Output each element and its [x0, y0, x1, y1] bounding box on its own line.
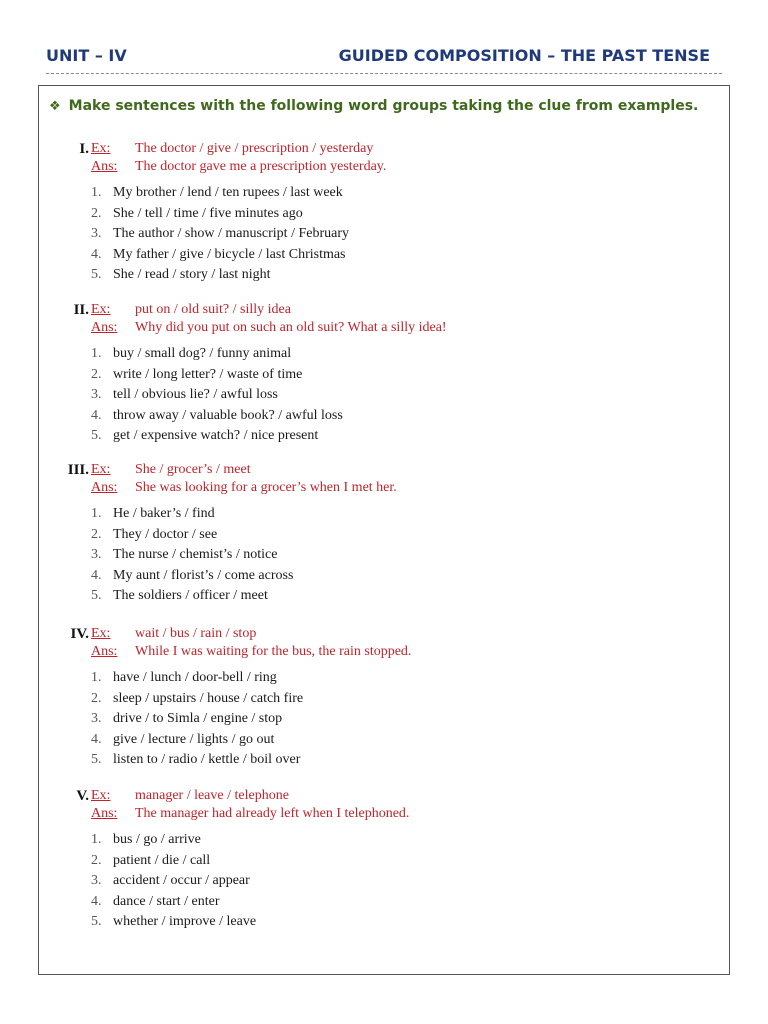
list-item: 2. write / long letter? / waste of time [91, 366, 303, 382]
header-divider [46, 73, 722, 74]
list-item: 5. She / read / story / last night [91, 267, 271, 282]
item-list [91, 504, 293, 607]
list-item: 3. tell / obvious lie? / awful loss [91, 387, 278, 402]
example-line [91, 302, 291, 318]
list-item: 3. accident / occur / appear [91, 873, 250, 888]
list-item: 3. drive / to Simla / engine / stop [91, 711, 283, 726]
answer-label: Ans: [91, 159, 118, 174]
list-item: 5. whether / improve / leave [91, 914, 257, 929]
list-item: 4. throw away / valuable book? / awful loss [91, 407, 343, 423]
list-item: 4. dance / start / enter [91, 893, 220, 909]
example-label: Ex: [91, 141, 111, 156]
answer-label: Ans: [91, 806, 118, 821]
example-line [91, 462, 251, 478]
list-item: 2. They / doctor / see [91, 526, 218, 542]
exercise-numeral: IV. [70, 626, 89, 642]
list-item: 1. bus / go / arrive [91, 832, 201, 847]
list-item: 5. get / expensive watch? / nice present [91, 428, 319, 443]
list-item: 4. My father / give / bicycle / last Christmas [91, 246, 346, 262]
unit-title: UNIT – IV [46, 46, 127, 65]
list-item: 2. patient / die / call [91, 852, 211, 868]
answer-line [91, 320, 447, 336]
example-label: Ex: [91, 302, 111, 317]
answer-text: The doctor gave me a prescription yesterday. [135, 159, 387, 174]
exercise-numeral: III. [67, 462, 89, 478]
exercise-numeral: II. [73, 302, 89, 318]
example-text: put on / old suit? / silly idea [135, 302, 291, 317]
item-list [91, 668, 303, 771]
list-item: 4. give / lecture / lights / go out [91, 731, 275, 747]
example-label: Ex: [91, 788, 111, 803]
instruction [49, 98, 698, 114]
answer-line [91, 806, 409, 822]
example-label: Ex: [91, 626, 111, 641]
example-line [91, 141, 373, 157]
item-list [91, 830, 256, 933]
list-item: 1. My brother / lend / ten rupees / last week [91, 185, 343, 200]
diamond-bullet-icon: ❖ [49, 99, 61, 114]
answer-label: Ans: [91, 644, 118, 659]
answer-label: Ans: [91, 320, 118, 335]
list-item: 2. She / tell / time / five minutes ago [91, 205, 303, 221]
answer-label: Ans: [91, 480, 118, 495]
answer-line [91, 159, 386, 175]
example-line [91, 788, 289, 804]
answer-line [91, 644, 411, 660]
list-item: 3. The nurse / chemist’s / notice [91, 547, 278, 562]
answer-line [91, 480, 397, 496]
list-item: 5. The soldiers / officer / meet [91, 588, 268, 603]
instruction-text: Make sentences with the following word groups taking the clue from examples. [68, 98, 699, 114]
example-text: wait / bus / rain / stop [135, 626, 257, 641]
example-text: The doctor / give / prescription / yesterday [135, 141, 374, 156]
answer-text: She was looking for a grocer’s when I met her. [135, 480, 397, 495]
list-item: 5. listen to / radio / kettle / boil over [91, 752, 301, 767]
list-item: 1. He / baker’s / find [91, 506, 215, 521]
list-item: 4. My aunt / florist’s / come across [91, 567, 294, 583]
list-item: 3. The author / show / manuscript / February [91, 226, 350, 241]
list-item: 2. sleep / upstairs / house / catch fire [91, 690, 304, 706]
answer-text: While I was waiting for the bus, the rain stopped. [135, 644, 412, 659]
item-list [91, 344, 343, 447]
answer-text: The manager had already left when I telephoned. [135, 806, 410, 821]
page-header [46, 44, 722, 72]
example-text: manager / leave / telephone [135, 788, 289, 803]
exercise-box [38, 85, 730, 975]
topic-title: GUIDED COMPOSITION – THE PAST TENSE [338, 46, 710, 65]
example-label: Ex: [91, 462, 111, 477]
example-line [91, 626, 256, 642]
exercise-numeral: I. [79, 141, 89, 157]
example-text: She / grocer’s / meet [135, 462, 251, 477]
list-item: 1. buy / small dog? / funny animal [91, 346, 292, 361]
answer-text: Why did you put on such an old suit? What a silly idea! [135, 320, 447, 335]
item-list [91, 183, 349, 286]
exercise-numeral: V. [76, 788, 89, 804]
list-item: 1. have / lunch / door-bell / ring [91, 670, 277, 685]
